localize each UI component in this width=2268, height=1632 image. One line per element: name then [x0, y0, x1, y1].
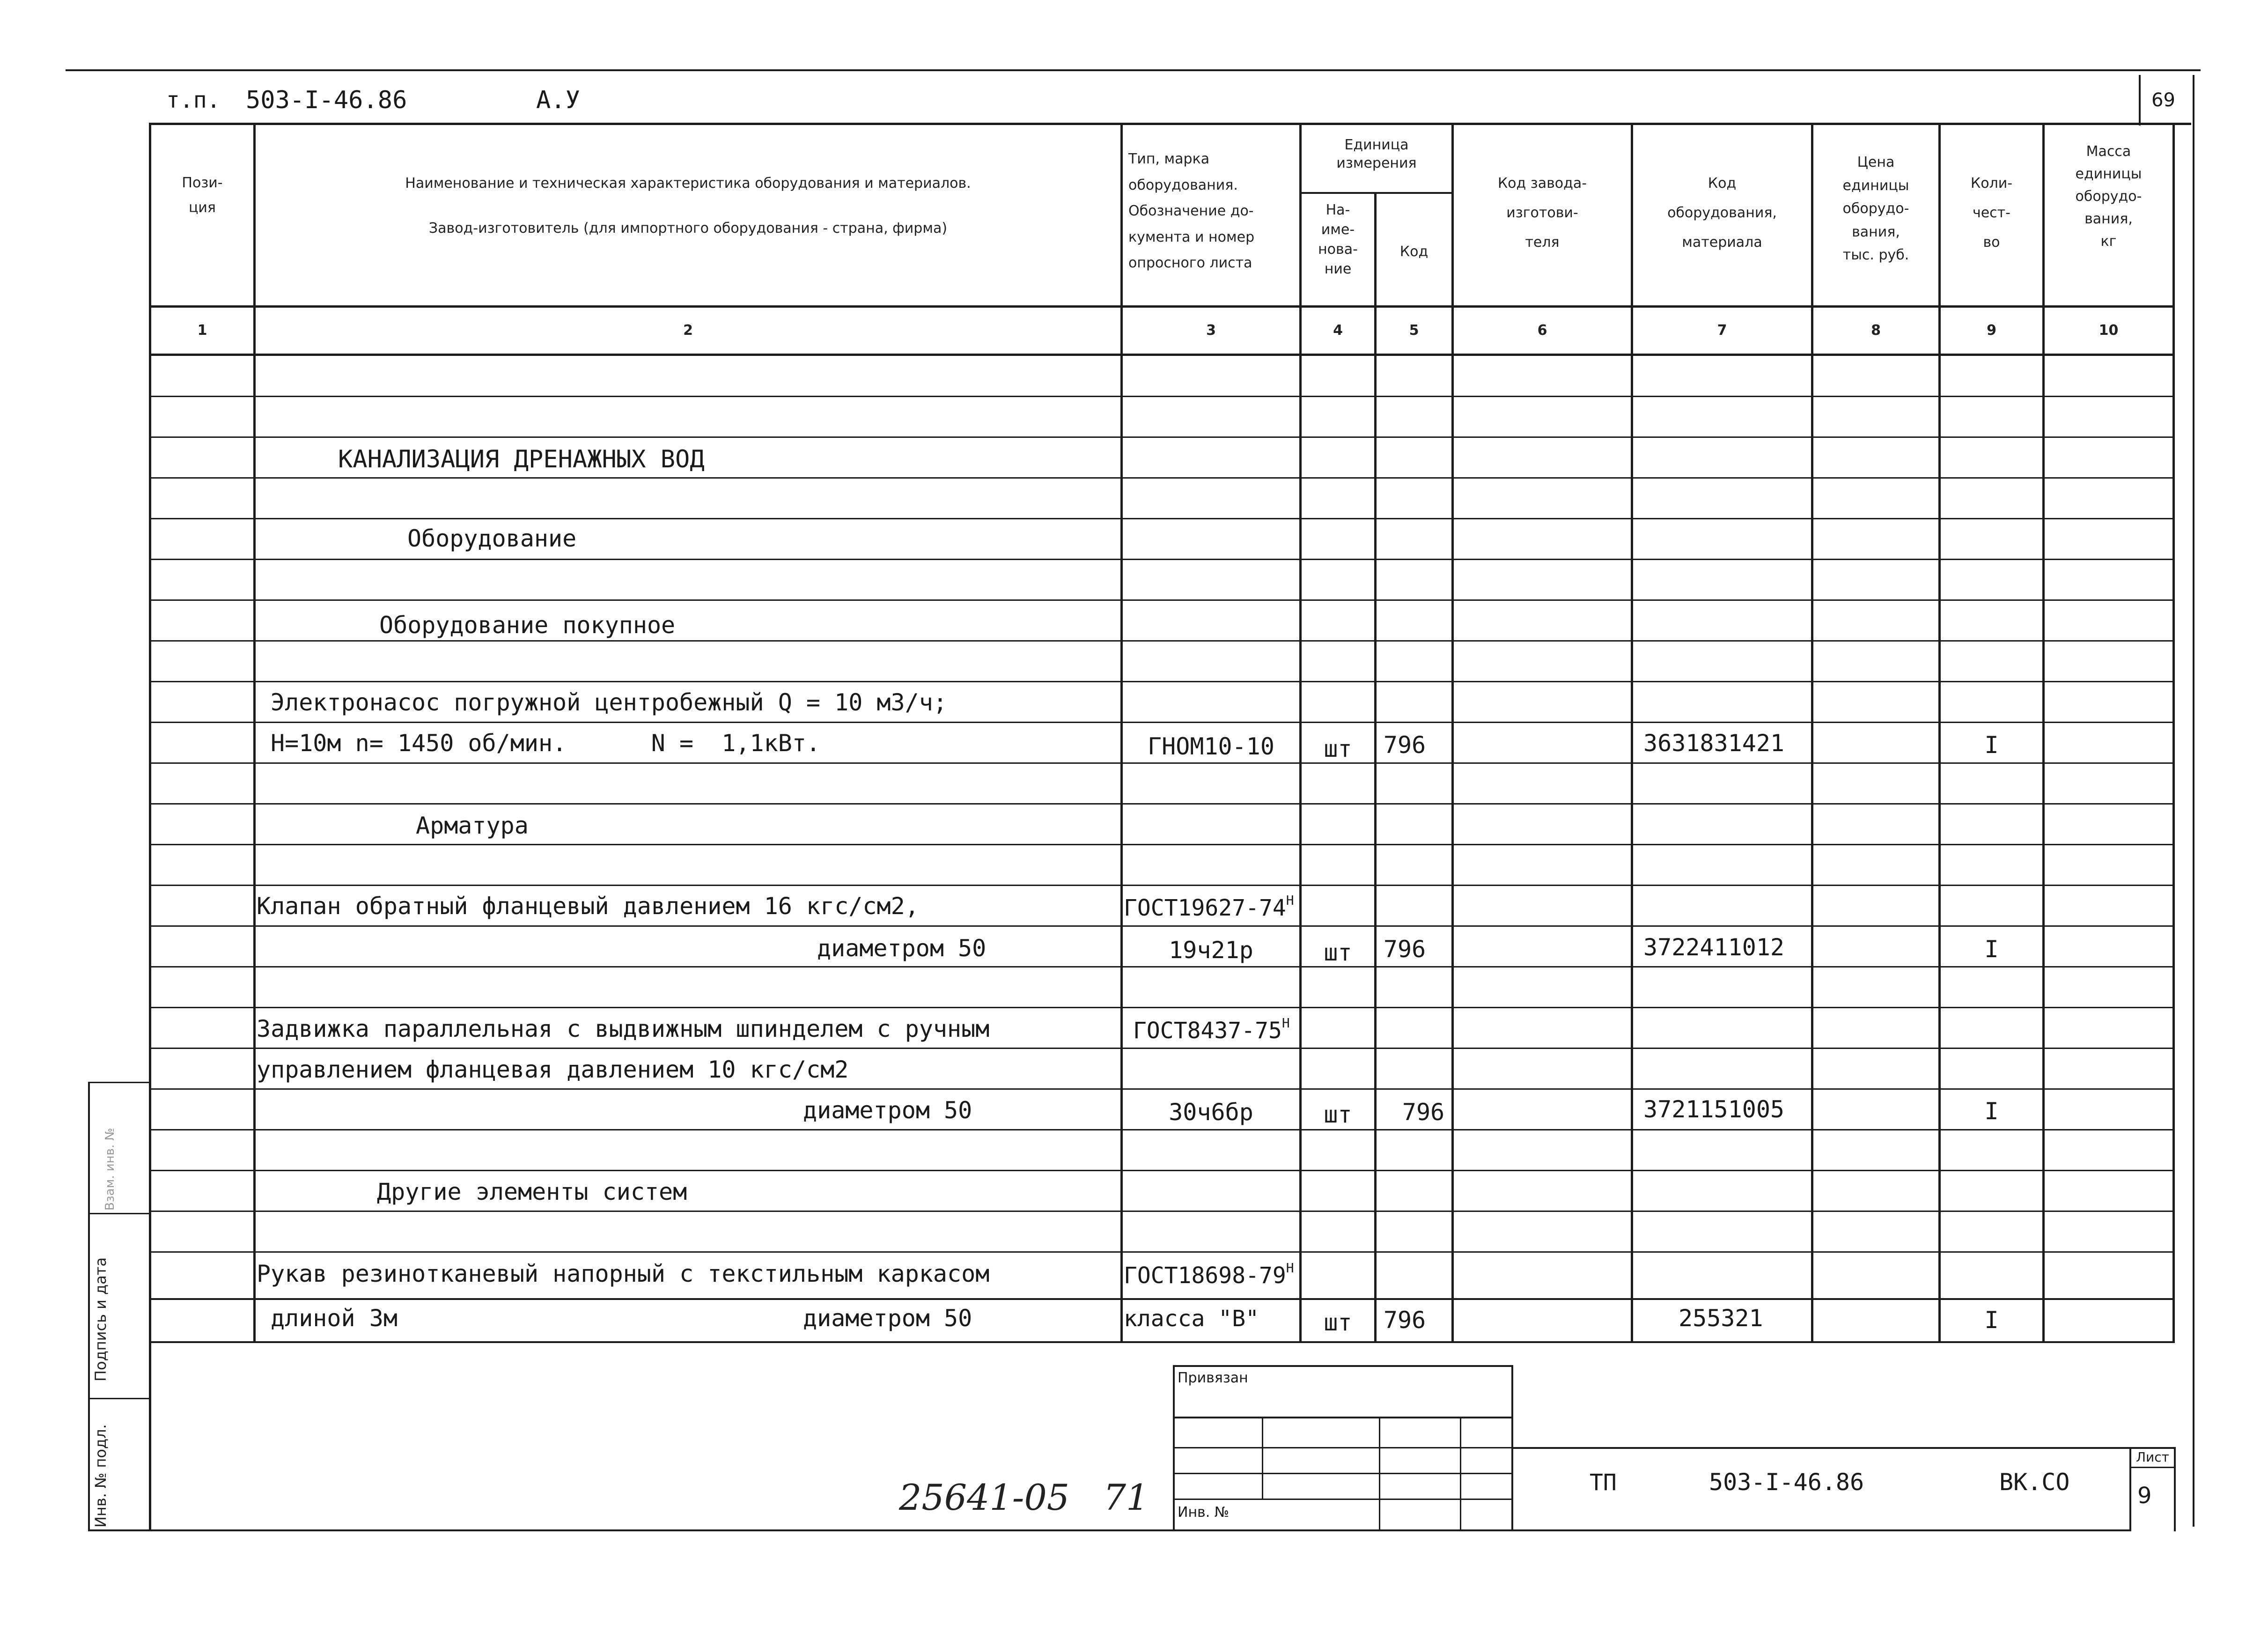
- stamp-doc-code: 503-I-46.86: [1709, 1469, 1864, 1496]
- side-label-vzam-inv: Взам. инв. №: [103, 1128, 117, 1211]
- colnum-9: 9: [1987, 322, 1996, 339]
- valve-description-1: Клапан обратный фланцевый давлением 16 кгс/см2,: [257, 893, 919, 920]
- gate-standard-code: ГОСТ8437-75: [1133, 1018, 1282, 1044]
- colnum-7: 7: [1717, 322, 1727, 339]
- gate-standard: [1133, 1015, 1290, 1044]
- colnum-5: 5: [1409, 322, 1419, 339]
- hose-quantity: I: [1984, 1307, 1999, 1334]
- doc-code-top: 503-I-46.86: [246, 86, 407, 114]
- subheading-other-elements: Другие элементы систем: [377, 1178, 687, 1205]
- header-name-line2: Завод-изготовитель (для импортного оборудования - страна, фирма): [428, 220, 948, 236]
- gate-unit: шт: [1324, 1101, 1352, 1128]
- hose-unit: шт: [1324, 1309, 1352, 1336]
- valve-standard-sup: H: [1286, 893, 1294, 908]
- hose-material-code: 255321: [1679, 1305, 1763, 1332]
- header-unit-mass: Масса единицы оборудо- вания, кг: [2075, 143, 2142, 250]
- header-unit-code: Код: [1399, 244, 1429, 260]
- colnum-10: 10: [2099, 322, 2119, 339]
- pump-type: ГНОМ10-10: [1148, 733, 1274, 760]
- corner-page-number: 69: [2151, 89, 2175, 111]
- stamp-sheet-number: 9: [2137, 1483, 2152, 1509]
- pump-unit: шт: [1324, 735, 1352, 762]
- hose-diameter: диаметром 50: [803, 1305, 972, 1332]
- header-quantity: Коли- чест- во: [1970, 175, 2013, 251]
- handwritten-archive-number: 25641-05 71: [899, 1477, 1149, 1518]
- colnum-8: 8: [1871, 322, 1881, 339]
- colnum-1: 1: [197, 322, 207, 339]
- gate-unit-code: 796: [1402, 1099, 1445, 1126]
- header-unit-name: На- име- нова- ние: [1318, 202, 1358, 277]
- colnum-6: 6: [1537, 322, 1547, 339]
- pump-material-code: 3631831421: [1643, 730, 1785, 757]
- hose-standard: [1124, 1260, 1294, 1289]
- header-unit-price: Цена единицы оборудо- вания, тыс. руб.: [1842, 154, 1909, 263]
- stamp-mark: ВК.СО: [1999, 1469, 2070, 1496]
- stamp-tp: ТП: [1590, 1470, 1617, 1496]
- hose-unit-code: 796: [1383, 1307, 1426, 1334]
- subheading-fittings: Арматура: [416, 812, 529, 839]
- top-rule: [66, 69, 2201, 71]
- side-label-inv-podl: Инв. № подл.: [92, 1424, 110, 1528]
- valve-quantity: I: [1984, 936, 1999, 963]
- header-position: Пози- ция: [182, 175, 223, 216]
- sheet-top-border: [150, 123, 2191, 125]
- header-equipment-code: Код оборудования, материала: [1667, 175, 1777, 251]
- hose-standard-sup: H: [1286, 1260, 1294, 1276]
- valve-standard-code: ГОСТ19627-74: [1124, 895, 1286, 921]
- pump-description-1: Электронасос погружной центробежный Q = 10 м3/ч;: [271, 689, 947, 716]
- gate-material-code: 3721151005: [1643, 1096, 1785, 1123]
- pump-quantity: I: [1984, 731, 1999, 759]
- colnum-2: 2: [683, 322, 693, 339]
- valve-type: 19ч21р: [1169, 937, 1253, 964]
- header-unit-of-measure: Единица измерения: [1336, 137, 1417, 171]
- valve-unit: шт: [1324, 939, 1352, 966]
- pump-unit-code: 796: [1383, 731, 1426, 759]
- corner-divider: [2139, 75, 2141, 126]
- valve-standard: [1124, 893, 1294, 921]
- doc-prefix: т.п.: [166, 87, 221, 113]
- header-manufacturer-code: Код завода- изготови- теля: [1497, 175, 1587, 251]
- valve-material-code: 3722411012: [1643, 934, 1785, 961]
- album-label: А.У: [536, 86, 580, 114]
- stamp-inv-no: Инв. №: [1178, 1504, 1230, 1521]
- subheading-equipment: Оборудование: [407, 525, 577, 552]
- section-title: КАНАЛИЗАЦИЯ ДРЕНАЖНЫХ ВОД: [338, 445, 705, 473]
- hose-type: класса "В": [1124, 1306, 1259, 1332]
- subheading-purchased: Оборудование покупное: [379, 612, 676, 639]
- stamp-sheet-label: Лист: [2136, 1449, 2169, 1465]
- hose-standard-code: ГОСТ18698-79: [1124, 1263, 1286, 1289]
- gate-description-3: диаметром 50: [803, 1097, 972, 1124]
- stamp-privyazan: Привязан: [1178, 1370, 1248, 1386]
- pump-description-2: H=10м n= 1450 об/мин. N = 1,1кВт.: [271, 730, 820, 757]
- side-label-podpis-data: Подпись и дата: [92, 1257, 110, 1381]
- gate-type: 30ч6бр: [1169, 1099, 1253, 1126]
- colnum-3: 3: [1206, 322, 1216, 339]
- header-type-mark: Тип, марка оборудования. Обозначение до- кумента и номер опросного листа: [1128, 151, 1255, 271]
- valve-description-2: диаметром 50: [817, 935, 987, 962]
- gate-standard-sup: H: [1281, 1015, 1290, 1031]
- hose-description-1: Рукав резинотканевый напорный с текстильным каркасом: [257, 1260, 990, 1287]
- gate-description-2: управлением фланцевая давлением 10 кгс/см2: [257, 1056, 849, 1083]
- valve-unit-code: 796: [1383, 936, 1426, 963]
- gate-description-1: Задвижка параллельная с выдвижным шпинделем с ручным: [257, 1015, 990, 1042]
- header-name-line1: Наименование и техническая характеристика оборудования и материалов.: [405, 175, 971, 192]
- hose-length: длиной 3м: [271, 1305, 398, 1332]
- sheet-right-border: [2193, 75, 2194, 1527]
- gate-quantity: I: [1984, 1098, 1999, 1125]
- colnum-4: 4: [1333, 322, 1343, 339]
